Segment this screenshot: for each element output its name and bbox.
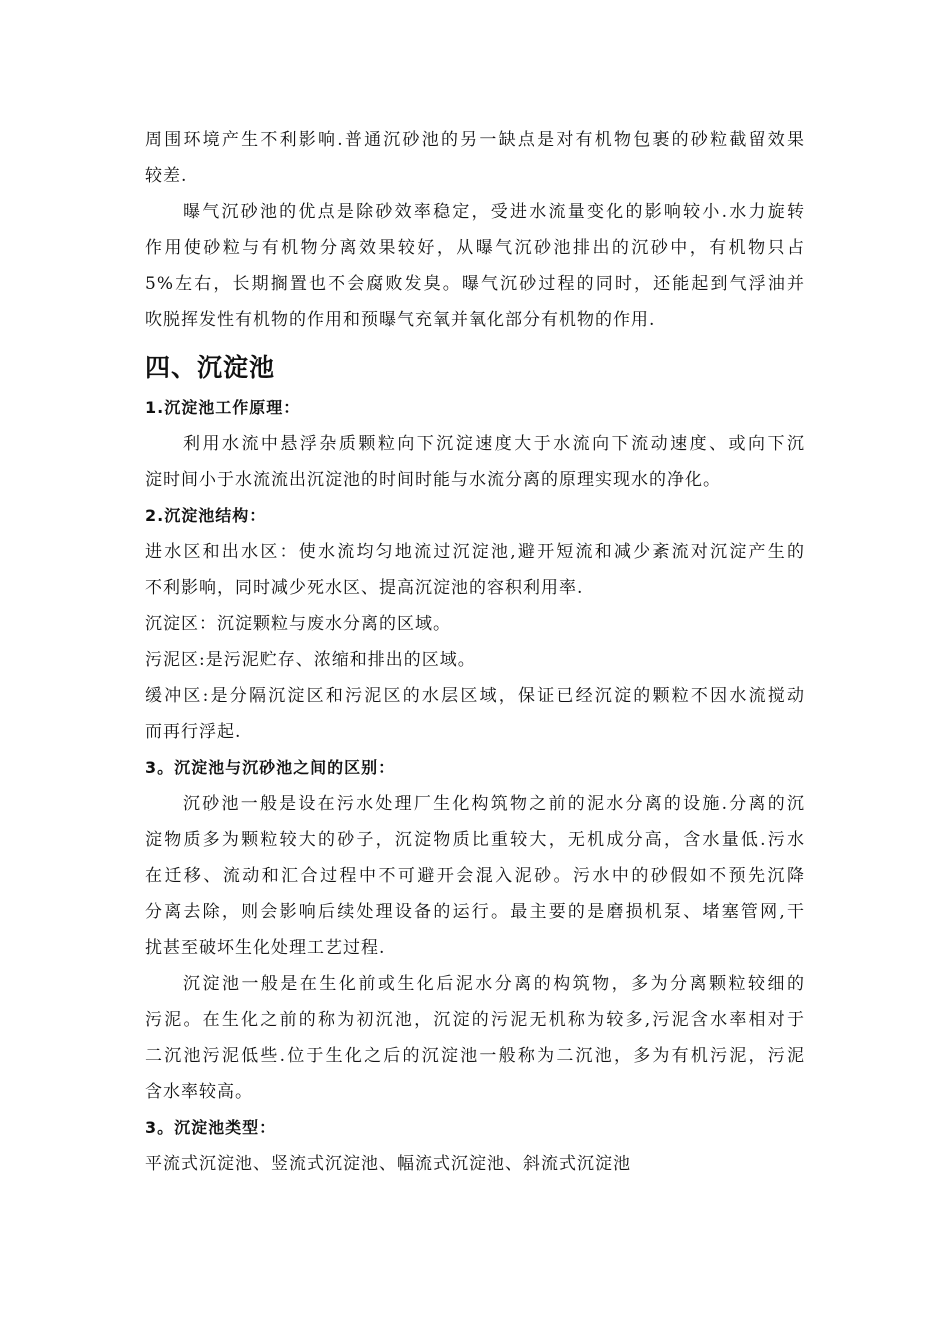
text-line: 在迁移、流动和汇合过程中不可避开会混入泥砂。污水中的砂假如不预先沉降	[145, 866, 805, 886]
paragraph-sand-tank-drawback	[145, 122, 805, 194]
paragraph-sedimentation-tank-difference	[145, 966, 805, 1110]
text-line: 曝气沉砂池的优点是除砂效率稳定，受进水流量变化的影响较小.水力旋转	[183, 202, 805, 222]
subsection-heading: 2.沉淀池结构：	[145, 506, 267, 525]
text-line: 5%左右，长期搁置也不会腐败发臭。曝气沉砂过程的同时，还能起到气浮油并	[145, 274, 805, 294]
subsection-heading: 3。沉淀池与沉砂池之间的区别：	[145, 758, 396, 777]
text-line: 作用使砂粒与有机物分离效果较好，从曝气沉砂池排出的沉砂中，有机物只占	[145, 238, 805, 258]
text-line: 吹脱挥发性有机物的作用和预曝气充氧并氧化部分有机物的作用.	[145, 310, 656, 330]
text-line: 缓冲区:是分隔沉淀区和污泥区的水层区域，保证已经沉淀的颗粒不因水流搅动	[145, 686, 805, 706]
text-line: 利用水流中悬浮杂质颗粒向下沉淀速度大于水流向下流动速度、或向下沉	[183, 434, 805, 454]
text-line: 不利影响，同时减少死水区、提高沉淀池的容积利用率.	[145, 578, 584, 598]
text-line: 淀时间小于水流流出沉淀池的时间时能与水流分离的原理实现水的净化。	[145, 470, 721, 490]
text-line: 周围环境产生不利影响.普通沉砂池的另一缺点是对有机物包裹的砂粒截留效果	[145, 130, 805, 150]
text-line: 沉淀池一般是在生化前或生化后泥水分离的构筑物，多为分离颗粒较细的	[183, 974, 805, 994]
text-line: 污泥区:是污泥贮存、浓缩和排出的区域。	[145, 650, 476, 670]
text-line: 污泥。在生化之前的称为初沉池，沉淀的污泥无机称为较多,污泥含水率相对于	[145, 1010, 805, 1030]
section-heading: 四、沉淀池	[145, 353, 276, 382]
text-line: 含水率较高。	[145, 1082, 253, 1102]
text-line: 扰甚至破坏生化处理工艺过程.	[145, 938, 386, 958]
text-line: 沉砂池一般是设在污水处理厂生化构筑物之前的泥水分离的设施.分离的沉	[183, 794, 805, 814]
paragraph-structure	[145, 534, 805, 750]
text-line: 二沉池污泥低些.位于生化之后的沉淀池一般称为二沉池，多为有机污泥，污泥	[145, 1046, 805, 1066]
paragraph-tank-types	[145, 1146, 805, 1182]
text-line: 平流式沉淀池、竖流式沉淀池、幅流式沉淀池、斜流式沉淀池	[145, 1154, 631, 1174]
paragraph-aerated-sand-tank	[145, 194, 805, 338]
text-line: 而再行浮起.	[145, 722, 242, 742]
subsection-heading: 3。沉淀池类型：	[145, 1118, 277, 1137]
text-line: 较差.	[145, 166, 188, 186]
text-line: 淀物质多为颗粒较大的砂子，沉淀物质比重较大，无机成分高，含水量低.污水	[145, 830, 805, 850]
document-content	[145, 122, 805, 1182]
text-line: 进水区和出水区：使水流均匀地流过沉淀池,避开短流和减少紊流对沉淀产生的	[145, 542, 805, 562]
text-line: 沉淀区：沉淀颗粒与废水分离的区域。	[145, 614, 451, 634]
subsection-heading: 1.沉淀池工作原理：	[145, 398, 301, 417]
paragraph-working-principle	[145, 426, 805, 498]
text-line: 分离去除，则会影响后续处理设备的运行。最主要的是磨损机泵、堵塞管网,干	[145, 902, 805, 922]
paragraph-sand-tank-difference	[145, 786, 805, 966]
